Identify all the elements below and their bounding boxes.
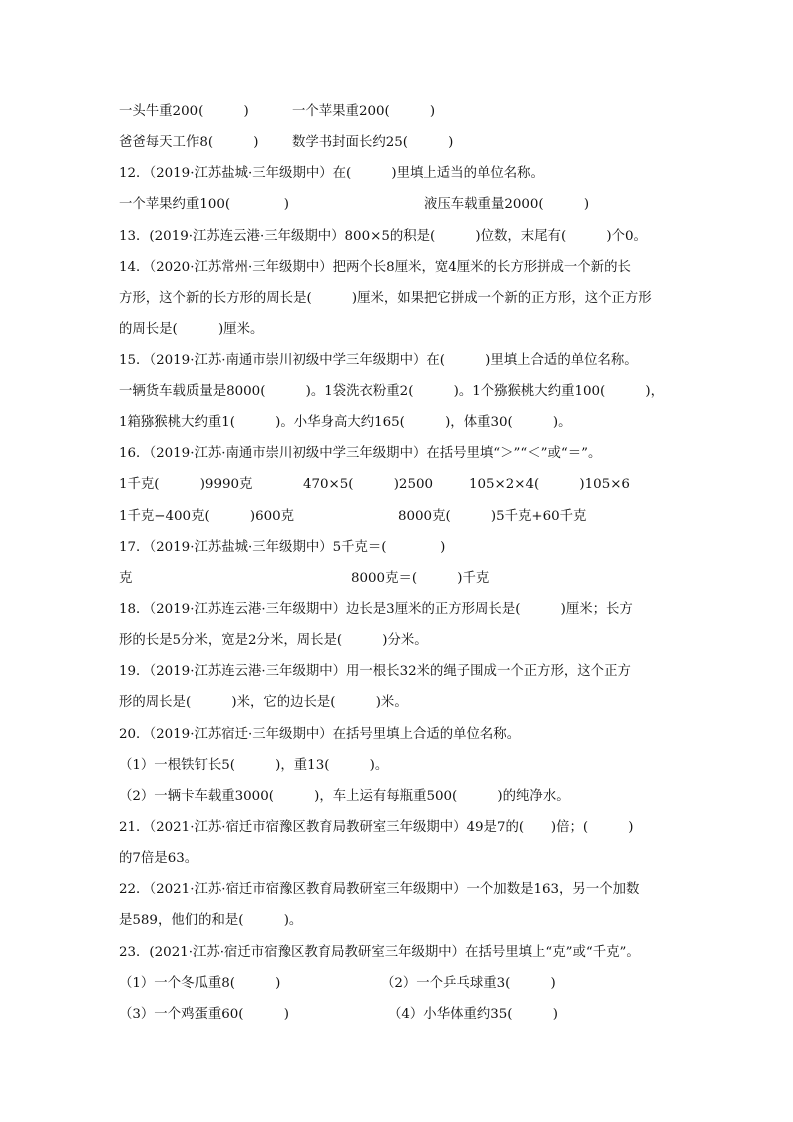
- text-segment: （2）一辆卡车载重3000( )，车上运有每瓶重500( )的纯净水。: [119, 789, 570, 804]
- text-segment: 15．（2019·江苏·南通市崇川初级中学三年级期中）在( )里填上合适的单位名称。: [119, 353, 638, 368]
- text-segment: 22．（2021·江苏·宿迁市宿豫区教育局教研室三年级期中）一个加数是163，另一个加数: [119, 882, 640, 897]
- text-segment: 1千克( )9990克: [119, 477, 253, 492]
- text-segment: 19．（2019·江苏连云港·三年级期中）用一根长32米的绳子围成一个正方形，这个正方: [119, 664, 631, 679]
- text-segment: 液压车载重量2000( ): [424, 197, 590, 212]
- text-segment: （2）一个乒乓球重3( ): [381, 976, 556, 991]
- text-segment: 16．（2019·江苏·南通市崇川初级中学三年级期中）在括号里填“＞”“＜”或“＝”。: [119, 446, 602, 461]
- text-segment: 一头牛重200( ): [119, 104, 249, 119]
- text-segment: （4）小华体重约35( ): [388, 1007, 558, 1022]
- text-segment: 方形，这个新的长方形的周长是( )厘米，如果把它拼成一个新的正方形，这个正方形: [119, 291, 652, 306]
- text-segment: 的7倍是63。: [119, 851, 199, 866]
- text-segment: （3）一个鸡蛋重60( ): [119, 1007, 289, 1022]
- text-segment: 20．（2019·江苏宿迁·三年级期中）在括号里填上合适的单位名称。: [119, 727, 521, 742]
- text-segment: 一辆货车载质量是8000( )。1袋洗衣粉重2( )。1个猕猴桃大约重100( )，: [119, 384, 665, 399]
- text-segment: 数学书封面长约25( ): [292, 135, 454, 150]
- text-segment: 12．（2019·江苏盐城·三年级期中）在( )里填上适当的单位名称。: [119, 166, 544, 181]
- text-segment: （1）一根铁钉长5( )，重13( )。: [119, 758, 389, 773]
- text-segment: 18．（2019·江苏连云港·三年级期中）边长是3厘米的正方形周长是( )厘米；长方: [119, 602, 633, 617]
- text-segment: 克: [119, 571, 133, 586]
- text-segment: 形的周长是( )米，它的边长是( )米。: [119, 695, 408, 710]
- text-segment: 8000克( )5千克+60千克: [398, 509, 587, 524]
- text-segment: 13．(2019·江苏连云港·三年级期中）800×5的积是( )位数，末尾有( )个0。: [119, 229, 647, 244]
- text-segment: 的周长是( )厘米。: [119, 322, 264, 337]
- text-segment: 8000克＝( )千克: [351, 571, 490, 586]
- text-segment: 一个苹果约重100( ): [119, 197, 289, 212]
- text-segment: 17．（2019·江苏盐城·三年级期中）5千克＝( ): [119, 540, 446, 555]
- text-segment: 是589，他们的和是( )。: [119, 913, 303, 928]
- text-segment: 470×5( )2500: [303, 477, 433, 492]
- text-segment: 爸爸每天工作8( ): [119, 135, 259, 150]
- text-segment: 23．(2021·江苏·宿迁市宿豫区教育局教研室三年级期中）在括号里填上“克”或“千克”。: [119, 945, 640, 960]
- text-segment: （1）一个冬瓜重8( ): [119, 976, 281, 991]
- text-segment: 一个苹果重200( ): [292, 104, 436, 119]
- text-segment: 1千克−400克( )600克: [119, 509, 295, 524]
- text-segment: 21．（2021·江苏·宿迁市宿豫区教育局教研室三年级期中）49是7的( )倍；( ): [119, 820, 634, 835]
- text-segment: 1箱猕猴桃大约重1( )。小华身高大约165( )，体重30( )。: [119, 415, 572, 430]
- text-segment: 14．（2020·江苏常州·三年级期中）把两个长8厘米，宽4厘米的长方形拼成一个新的长: [119, 260, 631, 275]
- text-segment: 形的长是5分米，宽是2分米，周长是( )分米。: [119, 633, 428, 648]
- text-segment: 105×2×4( )105×6: [469, 477, 630, 492]
